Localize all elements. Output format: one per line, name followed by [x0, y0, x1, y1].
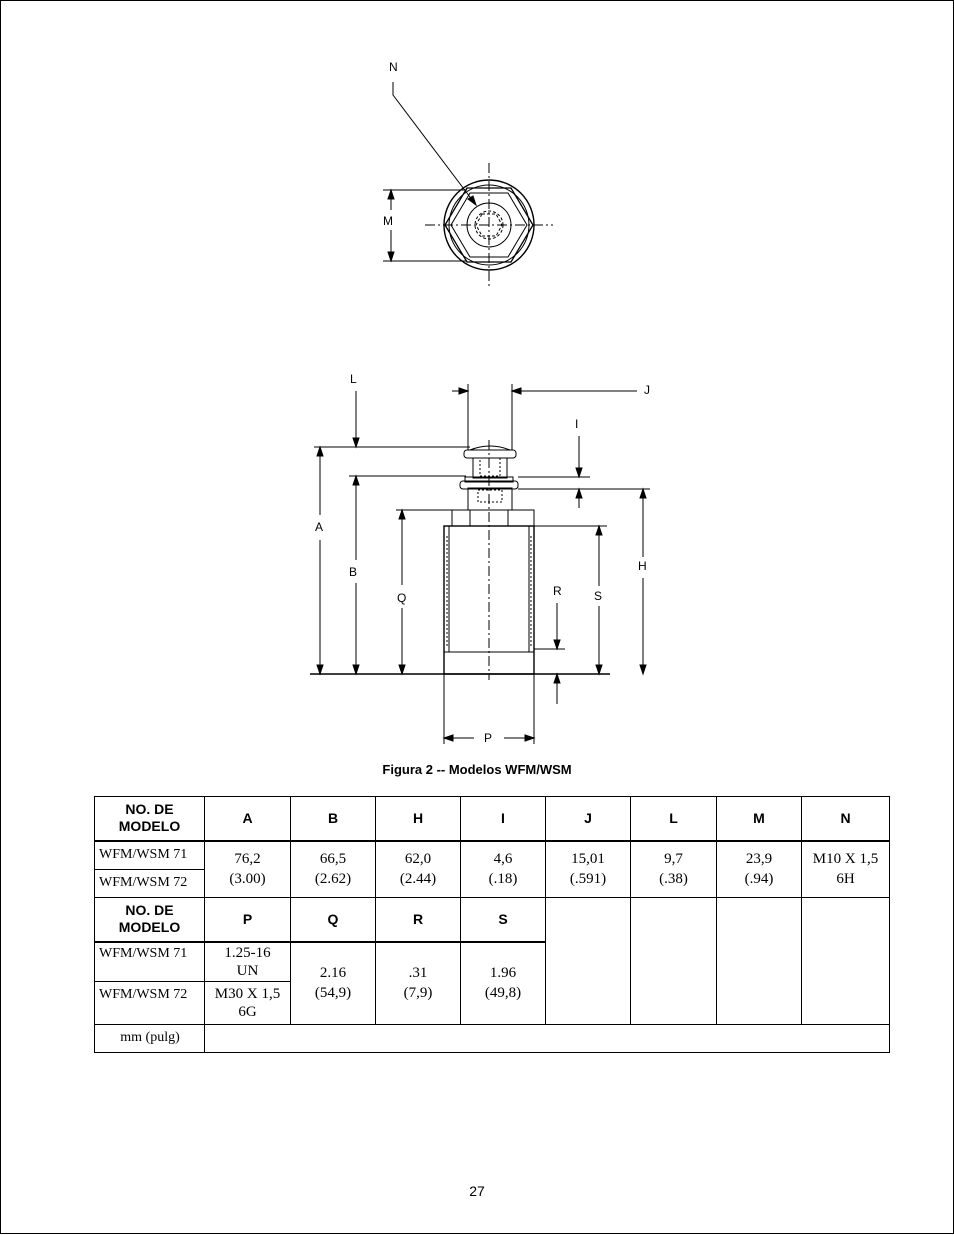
- arrow-r-top: [554, 640, 560, 649]
- units-label: mm (pulg): [95, 1024, 205, 1052]
- arrow-p-right: [525, 735, 534, 741]
- value-m: 23,9 (.94): [717, 841, 802, 897]
- value-p-72: M30 X 1,5 6G: [205, 982, 291, 1024]
- arrow-h-top: [640, 489, 646, 498]
- header-m: M: [717, 797, 802, 841]
- figure-caption: Figura 2 -- Modelos WFM/WSM: [382, 762, 572, 777]
- cap-button: [464, 450, 516, 458]
- arrow-m-bottom: [388, 252, 394, 261]
- arrow-p-left: [444, 735, 453, 741]
- header-q: Q: [291, 897, 376, 941]
- label-a: A: [315, 520, 324, 534]
- value-i: 4,6 (.18): [461, 841, 546, 897]
- model-cell: WFM/WSM 71: [95, 841, 205, 869]
- header-model: NO. DE MODELO: [95, 797, 205, 841]
- label-q: Q: [397, 591, 407, 605]
- arrow-m-top: [388, 190, 394, 199]
- empty-cell: [802, 897, 890, 1024]
- label-h: H: [638, 559, 647, 573]
- side-view: [310, 372, 650, 745]
- header-p: P: [205, 897, 291, 941]
- top-view: [383, 60, 553, 288]
- label-r: R: [553, 584, 562, 598]
- arrow-s-top: [596, 526, 602, 535]
- header-s: S: [461, 897, 546, 941]
- label-i: I: [575, 417, 579, 431]
- table-row: [95, 841, 890, 869]
- arrow-j-left: [459, 388, 468, 394]
- label-m: M: [383, 214, 393, 228]
- body-hex: [452, 510, 534, 526]
- arrow-q-top: [399, 510, 405, 519]
- header-r: R: [376, 897, 461, 941]
- arrow-h-bottom: [640, 665, 646, 674]
- arrow-i-top: [576, 468, 582, 477]
- value-b: 66,5 (2.62): [291, 841, 376, 897]
- header-i: I: [461, 797, 546, 841]
- label-l: L: [350, 372, 357, 386]
- neck-bore-dashed: [478, 490, 502, 502]
- arrow-r-bottom: [554, 674, 560, 683]
- empty-cell: [546, 897, 631, 1024]
- dimensions-table: [94, 796, 890, 1053]
- header-a: A: [205, 797, 291, 841]
- value-q: 2.16 (54,9): [291, 942, 376, 1025]
- arrow-q-bottom: [399, 665, 405, 674]
- label-p: P: [484, 731, 493, 745]
- empty-cell: [205, 1024, 890, 1052]
- empty-cell: [631, 897, 717, 1024]
- arrow-i-bottom: [576, 489, 582, 498]
- value-p-71: 1.25-16 UN: [205, 942, 291, 982]
- table-units-row: [95, 1024, 890, 1052]
- neck: [468, 488, 512, 510]
- header-h: H: [376, 797, 461, 841]
- value-l: 9,7 (.38): [631, 841, 717, 897]
- arrow-a-bottom: [317, 665, 323, 674]
- arrow-l: [353, 438, 359, 447]
- table-header-row-1: [95, 797, 890, 841]
- arrow-a-top: [317, 447, 323, 456]
- arrow-s-bottom: [596, 665, 602, 674]
- header-j: J: [546, 797, 631, 841]
- value-n: M10 X 1,5 6H: [802, 841, 890, 897]
- label-j: J: [644, 383, 650, 397]
- table-header-row-2: [95, 897, 890, 941]
- page-number: 27: [469, 1183, 485, 1199]
- leader-n: [393, 82, 476, 205]
- value-j: 15,01 (.591): [546, 841, 631, 897]
- cap-top-dome: [470, 446, 510, 450]
- arrow-j-right: [512, 388, 521, 394]
- model-cell: WFM/WSM 72: [95, 869, 205, 897]
- value-r: .31 (7,9): [376, 942, 461, 1025]
- model-cell: WFM/WSM 71: [95, 942, 205, 982]
- value-a: 76,2 (3.00): [205, 841, 291, 897]
- model-cell: WFM/WSM 72: [95, 982, 205, 1024]
- arrow-b-top: [353, 476, 359, 485]
- label-b: B: [349, 565, 358, 579]
- arrow-b-bottom: [353, 665, 359, 674]
- value-s: 1.96 (49,8): [461, 942, 546, 1025]
- stem-socket-dashed: [480, 458, 500, 476]
- label-s: S: [594, 589, 603, 603]
- header-n: N: [802, 797, 890, 841]
- label-n: N: [389, 60, 398, 74]
- leader-n-arrow: [468, 196, 476, 205]
- value-h: 62,0 (2.44): [376, 841, 461, 897]
- stem: [473, 458, 507, 478]
- header-model-2: NO. DE MODELO: [95, 897, 205, 941]
- empty-cell: [717, 897, 802, 1024]
- header-b: B: [291, 797, 376, 841]
- header-l: L: [631, 797, 717, 841]
